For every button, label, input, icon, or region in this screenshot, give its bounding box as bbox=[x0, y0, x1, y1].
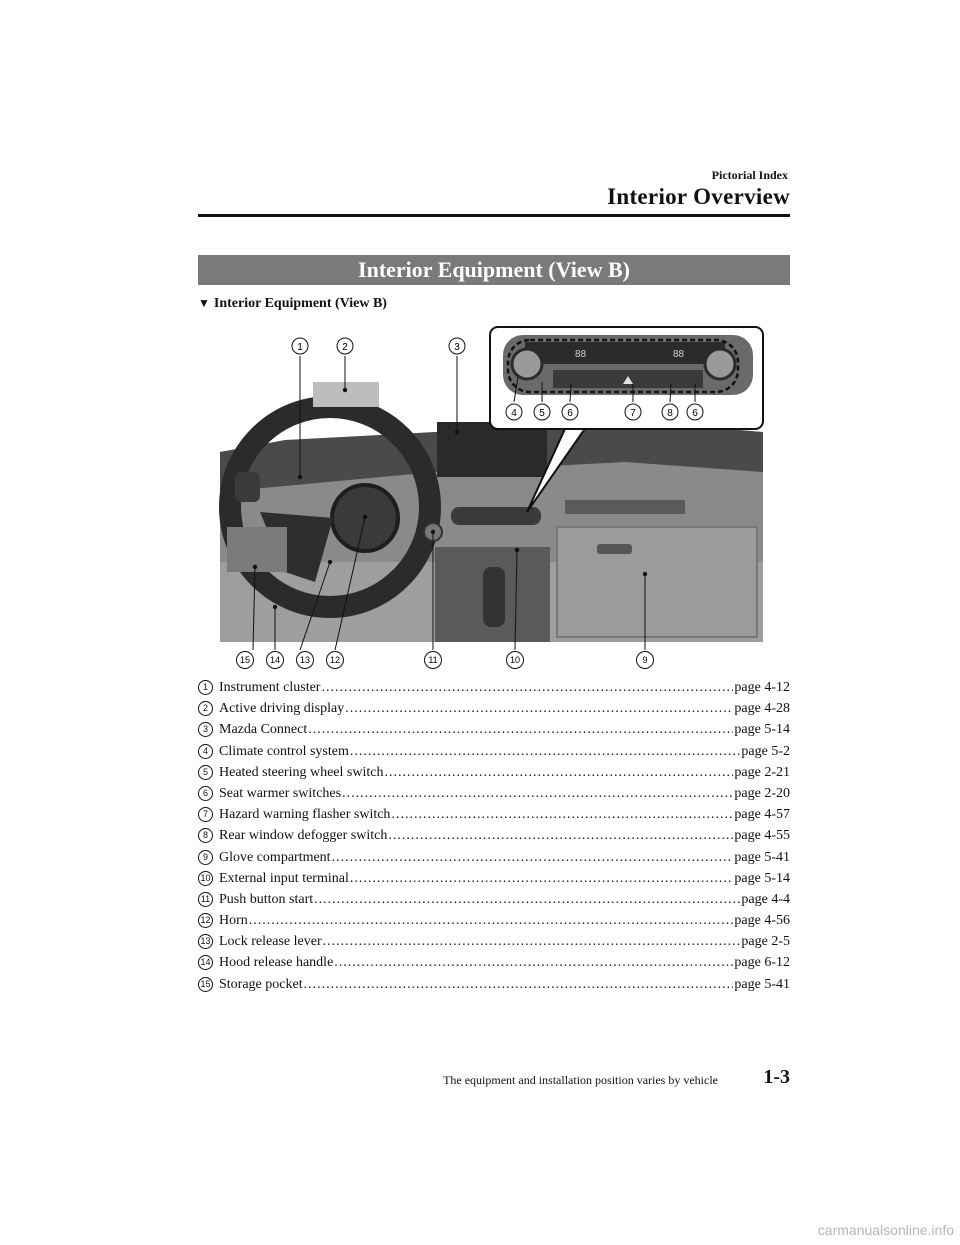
display-readout-left: 88 bbox=[575, 349, 587, 360]
page-number: 1-3 bbox=[763, 1066, 790, 1088]
callout-15: 15 bbox=[239, 655, 251, 665]
item-page: page 2-20 bbox=[734, 785, 790, 801]
item-page: page 2-5 bbox=[741, 934, 790, 950]
callout-1: 1 bbox=[297, 342, 303, 353]
item-page: page 4-56 bbox=[734, 913, 790, 929]
item-number: 12 bbox=[198, 913, 213, 928]
callout-7: 7 bbox=[630, 408, 636, 419]
callouts-top bbox=[292, 338, 465, 354]
item-page: page 4-4 bbox=[741, 891, 790, 907]
callout-4: 4 bbox=[511, 408, 517, 419]
callout-8: 8 bbox=[667, 408, 673, 419]
page-title: Interior Overview bbox=[607, 184, 790, 209]
item-label: External input terminal bbox=[219, 870, 349, 886]
item-number: 6 bbox=[198, 786, 213, 801]
section-band-title: Interior Equipment (View B) bbox=[198, 255, 790, 285]
list-item bbox=[198, 889, 790, 910]
item-number: 5 bbox=[198, 765, 213, 780]
item-number: 14 bbox=[198, 955, 213, 970]
callout-11: 11 bbox=[428, 655, 438, 665]
callout-10: 10 bbox=[509, 655, 521, 665]
item-page: page 6-12 bbox=[734, 955, 790, 971]
footer-note: The equipment and installation position varies by vehicle bbox=[443, 1073, 718, 1087]
callout-14: 14 bbox=[269, 655, 281, 665]
item-label: Lock release lever bbox=[219, 934, 322, 950]
list-item bbox=[198, 719, 790, 740]
item-label: Hazard warning flasher switch bbox=[219, 807, 391, 823]
item-page: page 4-28 bbox=[734, 701, 790, 717]
item-page: page 5-14 bbox=[734, 870, 790, 886]
active-driving-display-box bbox=[313, 382, 379, 407]
callout-2: 2 bbox=[342, 342, 348, 353]
item-label: Instrument cluster bbox=[219, 680, 321, 695]
item-label: Hood release handle bbox=[219, 955, 334, 971]
watermark: carmanualsonline.info bbox=[817, 1222, 954, 1238]
list-item bbox=[198, 804, 790, 825]
item-page: page 4-57 bbox=[734, 807, 790, 823]
item-label: Glove compartment bbox=[219, 849, 331, 865]
item-number: 11 bbox=[198, 892, 213, 907]
callout-6b: 6 bbox=[692, 408, 698, 419]
item-number: 4 bbox=[198, 744, 213, 759]
list-item bbox=[198, 698, 790, 719]
list-item bbox=[198, 783, 790, 804]
interior-illustration bbox=[205, 322, 765, 677]
item-page: page 5-14 bbox=[734, 722, 790, 738]
list-item bbox=[198, 974, 790, 995]
list-item bbox=[198, 677, 790, 698]
item-number: 15 bbox=[198, 977, 213, 992]
item-label: Heated steering wheel switch bbox=[219, 764, 384, 780]
item-label: Horn bbox=[219, 913, 248, 929]
item-list bbox=[198, 677, 790, 995]
item-number: 13 bbox=[198, 934, 213, 949]
item-number: 7 bbox=[198, 807, 213, 822]
item-page: page 5-2 bbox=[741, 743, 790, 759]
display-readout-right: 88 bbox=[673, 349, 685, 360]
item-number: 8 bbox=[198, 828, 213, 843]
list-item bbox=[198, 952, 790, 973]
callout-9: 9 bbox=[642, 655, 648, 665]
callout-5: 5 bbox=[539, 408, 545, 419]
callout-6a: 6 bbox=[567, 408, 573, 419]
callout-3: 3 bbox=[454, 342, 460, 353]
list-item bbox=[198, 868, 790, 889]
dashboard-photo bbox=[220, 397, 763, 642]
item-label: Rear window defogger switch bbox=[219, 828, 388, 844]
subheading-text: Interior Equipment (View B) bbox=[213, 296, 387, 311]
subheading bbox=[198, 296, 387, 312]
item-page: page 5-41 bbox=[734, 976, 790, 992]
item-label: Climate control system bbox=[219, 743, 349, 759]
item-number: 1 bbox=[198, 680, 213, 695]
item-page: page 2-21 bbox=[734, 764, 790, 780]
item-page: page 4-55 bbox=[734, 828, 790, 844]
item-label: Storage pocket bbox=[219, 976, 303, 992]
callout-12: 12 bbox=[329, 655, 341, 665]
list-item bbox=[198, 910, 790, 931]
triangle-icon: ▼ bbox=[198, 296, 210, 310]
item-number: 10 bbox=[198, 871, 213, 886]
list-item bbox=[198, 741, 790, 762]
header-rule bbox=[198, 214, 790, 217]
item-label: Push button start bbox=[219, 891, 314, 907]
callout-13: 13 bbox=[299, 655, 311, 665]
section-label: Pictorial Index bbox=[711, 168, 788, 182]
item-label: Mazda Connect bbox=[219, 722, 308, 738]
item-label: Seat warmer switches bbox=[219, 785, 342, 801]
item-number: 2 bbox=[198, 701, 213, 716]
item-page: page 5-41 bbox=[734, 849, 790, 865]
callouts-bottom bbox=[237, 652, 654, 669]
list-item bbox=[198, 931, 790, 952]
item-number: 3 bbox=[198, 722, 213, 737]
item-number: 9 bbox=[198, 850, 213, 865]
list-item bbox=[198, 825, 790, 846]
item-page: page 4-12 bbox=[734, 680, 790, 695]
item-label: Active driving display bbox=[219, 701, 345, 717]
list-item bbox=[198, 762, 790, 783]
list-item bbox=[198, 847, 790, 868]
